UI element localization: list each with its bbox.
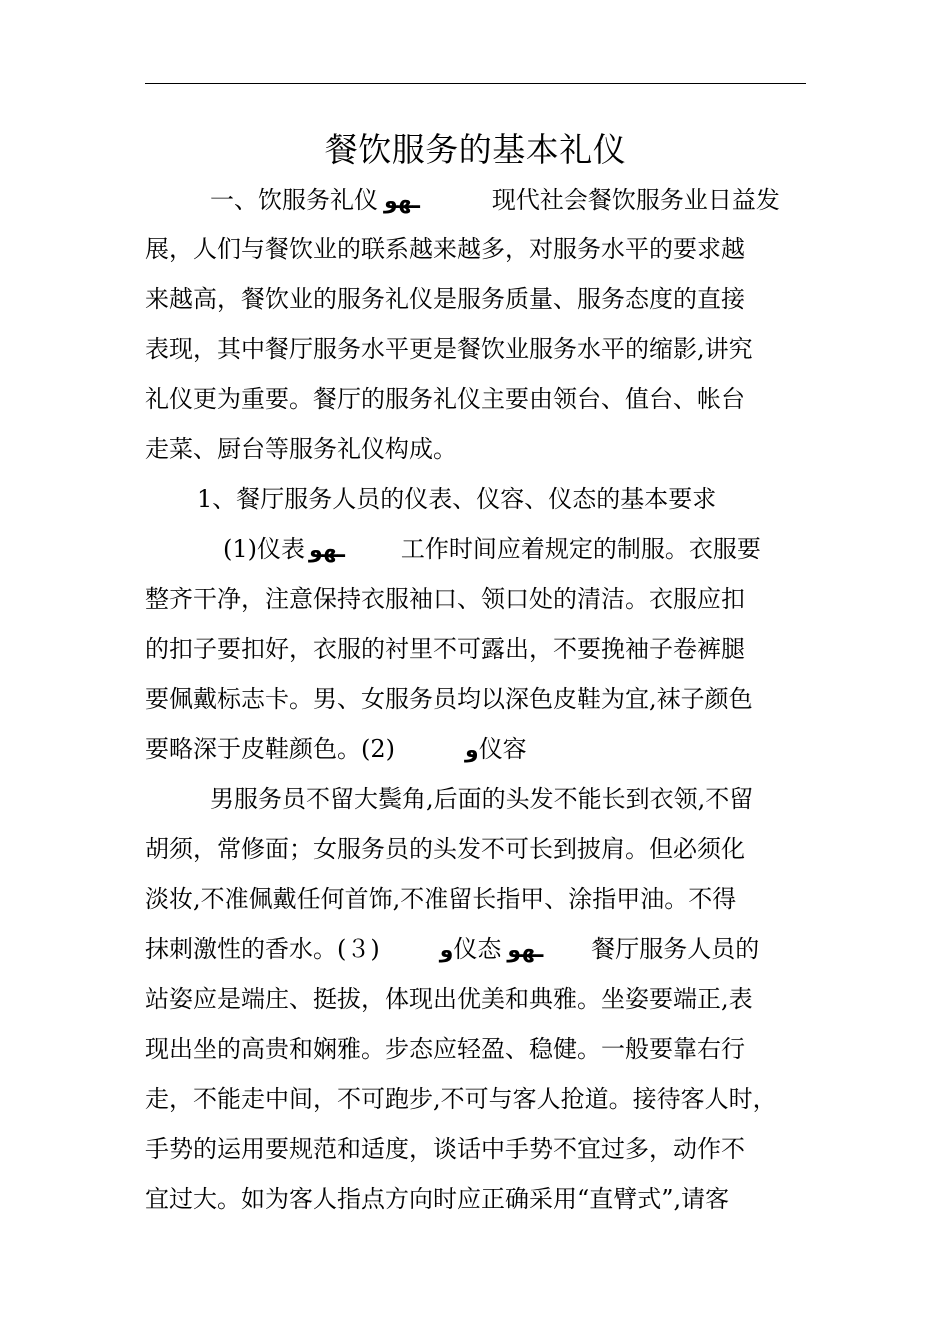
text-line: 走，不能走中间，不可跑步,不可与客人抢道。接待客人时， bbox=[145, 1085, 777, 1113]
text-line: 男服务员不留大鬓角,后面的头发不能长到衣领,不留 bbox=[210, 785, 754, 813]
text-line bbox=[145, 524, 810, 574]
stray-glyph: ـهو bbox=[507, 938, 544, 963]
text-line bbox=[145, 724, 810, 774]
text-span: 抹刺激性的香水。(３) bbox=[145, 935, 380, 963]
stray-glyph: ـهو bbox=[384, 189, 420, 214]
text-line: 礼仪更为重要。餐厅的服务礼仪主要由领台、值台、帐台 bbox=[145, 385, 745, 413]
text-line: 宜过大。如为客人指点方向时应正确采用“直臂式”,请客 bbox=[145, 1185, 730, 1213]
text-span: 要略深于皮鞋颜色。(2) bbox=[145, 735, 395, 763]
text-span: 餐厅服务人员的 bbox=[591, 935, 760, 963]
header-rule bbox=[145, 83, 806, 84]
stray-glyph: و bbox=[439, 938, 454, 963]
document-title: 餐饮服务的基本礼仪 bbox=[324, 130, 627, 169]
text-line: 胡须，常修面；女服务员的头发不可长到披肩。但必须化 bbox=[145, 835, 745, 863]
text-line: 展，人们与餐饮业的联系越来越多，对服务水平的要求越 bbox=[145, 235, 745, 263]
text-line bbox=[145, 924, 810, 974]
text-span: 一、饮服务礼仪 bbox=[210, 186, 378, 214]
text-line: 整齐干净，注意保持衣服袖口、领口处的清洁。衣服应扣 bbox=[145, 585, 745, 613]
text-line: 表现，其中餐厅服务水平更是餐饮业服务水平的缩影,讲究 bbox=[145, 335, 753, 363]
stray-glyph: ـهو bbox=[309, 538, 345, 563]
text-line: 来越高，餐饮业的服务礼仪是服务质量、服务态度的直接 bbox=[145, 285, 745, 313]
text-line: 淡妆,不准佩戴任何首饰,不准留长指甲、涂指甲油。不得 bbox=[145, 885, 737, 913]
text-line: 站姿应是端庄、挺拔，体现出优美和典雅。坐姿要端正,表 bbox=[145, 985, 753, 1013]
text-line: 的扣子要扣好，衣服的衬里不可露出，不要挽袖子卷裤腿 bbox=[145, 635, 745, 663]
text-span: 仪容 bbox=[478, 735, 527, 763]
text-line: 手势的运用要规范和适度，谈话中手势不宜过多，动作不 bbox=[145, 1135, 745, 1163]
section-heading: 1、餐厅服务人员的仪表、仪容、仪态的基本要求 bbox=[197, 485, 717, 513]
text-line bbox=[145, 175, 810, 225]
text-span: (1)仪表 bbox=[223, 535, 305, 563]
text-line: 现出坐的高贵和娴雅。步态应轻盈、稳健。一般要靠右行 bbox=[145, 1035, 745, 1063]
text-line: 走菜、厨台等服务礼仪构成。 bbox=[145, 435, 457, 463]
text-span: 现代社会餐饮服务业日益发 bbox=[491, 186, 780, 214]
stray-glyph: و bbox=[465, 738, 479, 763]
text-span: 仪态 bbox=[453, 935, 502, 963]
text-span: 工作时间应着规定的制服。衣服要 bbox=[400, 535, 761, 563]
text-line: 要佩戴标志卡。男、女服务员均以深色皮鞋为宜,袜子颜色 bbox=[145, 685, 753, 713]
